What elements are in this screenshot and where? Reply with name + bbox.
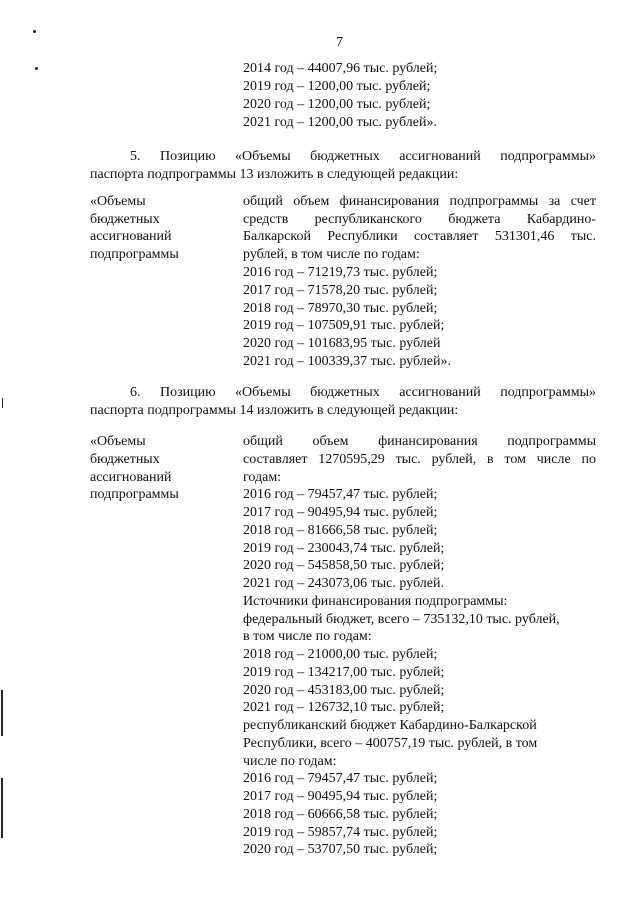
body-line: 2018 год – 81666,58 тыс. рублей; (243, 523, 438, 538)
label-line: «Объемы (90, 434, 146, 449)
label-line: ассигнований (90, 470, 172, 485)
label-line: «Объемы (90, 194, 146, 209)
body-line: в том числе по годам: (243, 629, 372, 644)
scan-edge-line (1, 690, 3, 736)
body-line: 2016 год – 79457,47 тыс. рублей; (243, 771, 438, 786)
body-line: 2018 год – 21000,00 тыс. рублей; (243, 647, 438, 662)
body-line: 2017 год – 71578,20 тыс. рублей; (243, 283, 438, 298)
body-line: Республики, всего – 400757,19 тыс. рублей, в том (243, 736, 538, 751)
body-line: средств республиканского бюджета Кабардино- (243, 212, 596, 227)
body-line: 2019 год – 107509,91 тыс. рублей; (243, 318, 445, 333)
label-line: бюджетных (90, 452, 160, 467)
scan-mark (33, 30, 36, 33)
body-line: республиканский бюджет Кабардино-Балкарской (243, 718, 537, 733)
list-item: 2014 год – 44007,96 тыс. рублей; (243, 61, 438, 76)
scan-mark (35, 67, 38, 70)
paragraph-item-5-line2: паспорта подпрограммы 13 изложить в следующей редакции: (90, 167, 459, 182)
body-line: 2017 год – 90495,94 тыс. рублей; (243, 789, 438, 804)
list-item: 2021 год – 1200,00 тыс. рублей». (243, 115, 437, 130)
body-line: составляет 1270595,29 тыс. рублей, в том числе по (243, 452, 596, 467)
scan-edge-line (2, 398, 3, 408)
body-line: 2019 год – 134217,00 тыс. рублей; (243, 665, 445, 680)
paragraph-item-6-line2: паспорта подпрограммы 14 изложить в следующей редакции: (90, 403, 459, 418)
body-line: общий объем финансирования подпрограммы (243, 434, 596, 449)
body-line: 2020 год – 101683,95 тыс. рублей (243, 336, 441, 351)
body-line: числе по годам: (243, 754, 337, 769)
paragraph-item-6-line1: 6. Позицию «Объемы бюджетных ассигнований подпрограммы» (130, 385, 596, 400)
body-line: рублей, в том числе по годам: (243, 247, 420, 262)
label-line: подпрограммы (90, 487, 179, 502)
body-line: 2018 год – 78970,30 тыс. рублей; (243, 301, 438, 316)
body-line: 2019 год – 59857,74 тыс. рублей; (243, 825, 438, 840)
body-line: общий объем финансирования подпрограммы за счет (243, 194, 596, 209)
body-line: Источники финансирования подпрограммы: (243, 594, 508, 609)
label-line: ассигнований (90, 229, 172, 244)
body-line: 2019 год – 230043,74 тыс. рублей; (243, 541, 445, 556)
paragraph-item-5-line1: 5. Позицию «Объемы бюджетных ассигнований подпрограммы» (130, 149, 596, 164)
body-line: 2020 год – 545858,50 тыс. рублей; (243, 558, 445, 573)
list-item: 2020 год – 1200,00 тыс. рублей; (243, 97, 431, 112)
body-line: 2020 год – 453183,00 тыс. рублей; (243, 683, 445, 698)
scan-edge-line (1, 778, 3, 838)
body-line: Балкарской Республики составляет 531301,46 тыс. (243, 229, 596, 244)
body-line: 2016 год – 79457,47 тыс. рублей; (243, 487, 438, 502)
body-line: 2021 год – 100339,37 тыс. рублей». (243, 354, 451, 369)
list-item: 2019 год – 1200,00 тыс. рублей; (243, 79, 431, 94)
body-line: 2016 год – 71219,73 тыс. рублей; (243, 265, 438, 280)
page-number: 7 (336, 35, 343, 50)
body-line: 2018 год – 60666,58 тыс. рублей; (243, 807, 438, 822)
body-line: годам: (243, 470, 282, 485)
body-line: 2021 год – 243073,06 тыс. рублей. (243, 576, 444, 591)
label-line: бюджетных (90, 212, 160, 227)
body-line: 2017 год – 90495,94 тыс. рублей; (243, 505, 438, 520)
body-line: федеральный бюджет, всего – 735132,10 тыс. рублей, (243, 612, 560, 627)
body-line: 2021 год – 126732,10 тыс. рублей; (243, 700, 445, 715)
body-line: 2020 год – 53707,50 тыс. рублей; (243, 842, 438, 857)
label-line: подпрограммы (90, 247, 179, 262)
